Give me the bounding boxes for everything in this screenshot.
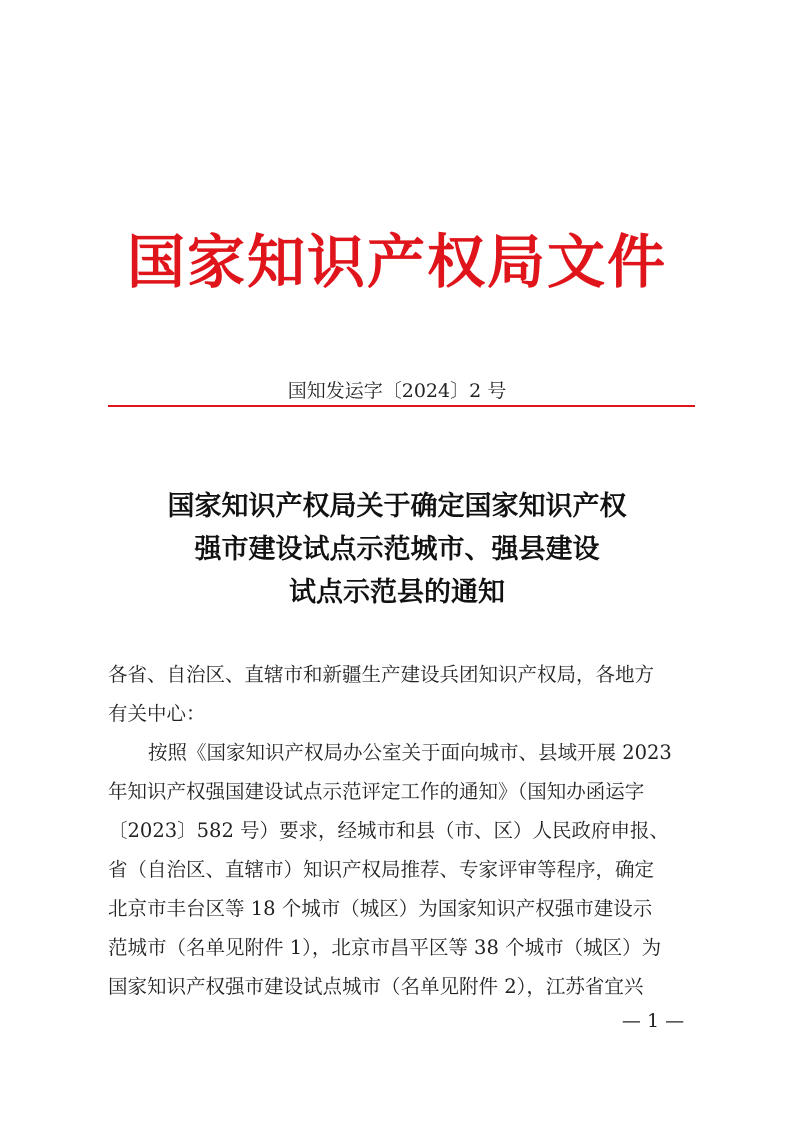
title-line: 试点示范县的通知 xyxy=(289,577,505,608)
paragraph-line: 按照《国家知识产权局办公室关于面向城市、县域开展 2023 xyxy=(148,741,672,764)
document-number: 国知发运字〔2024〕2 号 xyxy=(287,380,507,402)
title-line: 强市建设试点示范城市、强县建设 xyxy=(194,534,600,565)
red-divider-line xyxy=(108,405,695,407)
paragraph-line: 国家知识产权强市建设试点城市（名单见附件 2），江苏省宜兴 xyxy=(108,975,644,998)
paragraph-line: 〔2023〕582 号）要求，经城市和县（市、区）人民政府申报、 xyxy=(108,819,670,842)
page-number: — 1 — xyxy=(621,1010,685,1032)
paragraph-line: 北京市丰台区等 18 个城市（城区）为国家知识产权强市建设示 xyxy=(108,897,653,920)
paragraph-line: 年知识产权强国建设试点示范评定工作的通知》（国知办函运字 xyxy=(108,780,645,803)
salutation-line: 各省、自治区、直辖市和新疆生产建设兵团知识产权局，各地方 xyxy=(108,663,655,686)
notice-title xyxy=(60,485,734,614)
paragraph-line: 省（自治区、直辖市）知识产权局推荐、专家评审等程序，确定 xyxy=(108,858,655,881)
document-masthead: 国家知识产权局文件 xyxy=(126,228,667,296)
title-line: 国家知识产权局关于确定国家知识产权 xyxy=(167,491,627,522)
notice-body xyxy=(108,655,698,1006)
paragraph-line: 范城市（名单见附件 1），北京市昌平区等 38 个城市（城区）为 xyxy=(108,936,662,959)
salutation-line: 有关中心： xyxy=(108,702,206,725)
